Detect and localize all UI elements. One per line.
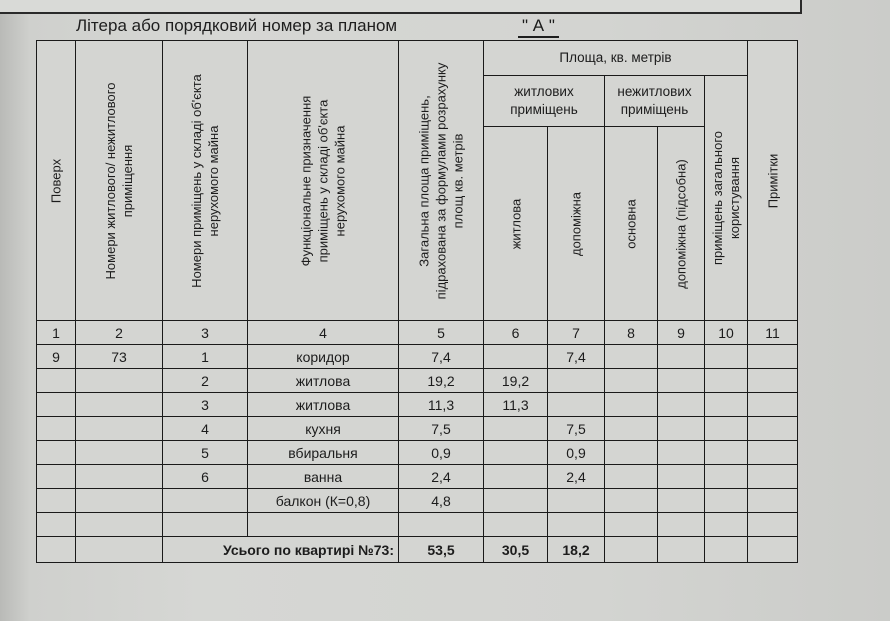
cell-unit: [76, 393, 163, 417]
column-number: 5: [399, 321, 484, 345]
table-row: [37, 417, 798, 441]
cell-function: [248, 513, 399, 537]
total-subaux-sum: [658, 537, 705, 563]
cell-notes: [748, 345, 798, 369]
table-row: [37, 369, 798, 393]
cell-common: [705, 345, 748, 369]
cell-common: [705, 441, 748, 465]
cell-floor: [37, 489, 76, 513]
cell-notes: [748, 513, 798, 537]
table-row: [37, 441, 798, 465]
cell-total: 19,2: [399, 369, 484, 393]
cell-notes: [748, 369, 798, 393]
table-row: [37, 345, 798, 369]
cell-total: 4,8: [399, 489, 484, 513]
total-area-sum: 53,5: [399, 537, 484, 563]
cell-function: балкон (К=0,8): [248, 489, 399, 513]
cell-room: 2: [163, 369, 248, 393]
header-nonresidential-main: основна: [605, 127, 658, 321]
cell-floor: [37, 537, 76, 563]
cell-notes: [748, 417, 798, 441]
column-number: 9: [658, 321, 705, 345]
cell-subaux: [658, 465, 705, 489]
cell-room: 1: [163, 345, 248, 369]
plan-letter-value: " А ": [518, 16, 559, 38]
cell-notes: [748, 465, 798, 489]
cell-floor: 9: [37, 345, 76, 369]
header-floor: Поверх: [37, 41, 76, 321]
cell-subaux: [658, 513, 705, 537]
cell-subaux: [658, 369, 705, 393]
cell-total: 11,3: [399, 393, 484, 417]
column-number: 3: [163, 321, 248, 345]
cell-unit: [76, 441, 163, 465]
plan-letter-caption: Літера або порядковий номер за планом: [76, 16, 398, 35]
cell-function: коридор: [248, 345, 399, 369]
cell-unit: [76, 465, 163, 489]
cell-aux: 2,4: [548, 465, 605, 489]
cell-floor: [37, 441, 76, 465]
cell-room: 6: [163, 465, 248, 489]
cell-notes: [748, 489, 798, 513]
cell-total: 2,4: [399, 465, 484, 489]
cell-floor: [37, 393, 76, 417]
cell-function: кухня: [248, 417, 399, 441]
cell-main: [605, 441, 658, 465]
cell-room: 5: [163, 441, 248, 465]
cell-common: [705, 465, 748, 489]
header-residential-living: житлова: [484, 127, 548, 321]
table-row: [37, 393, 798, 417]
cell-main: [605, 417, 658, 441]
cell-living: [484, 465, 548, 489]
header-nonresidential-group: нежитлових приміщень: [605, 76, 705, 127]
total-living-sum: 30,5: [484, 537, 548, 563]
column-number: 7: [548, 321, 605, 345]
cell-function: житлова: [248, 369, 399, 393]
cell-room: 3: [163, 393, 248, 417]
total-aux-sum: 18,2: [548, 537, 605, 563]
cell-total: 0,9: [399, 441, 484, 465]
cell-living: [484, 441, 548, 465]
cell-function: ванна: [248, 465, 399, 489]
total-main-sum: [605, 537, 658, 563]
cell-living: [484, 513, 548, 537]
cell-living: [484, 489, 548, 513]
header-total-area: Загальна площа приміщень, підрахована за формулами розрахунку площ кв. метрів: [399, 41, 484, 321]
header-common-use: приміщень загального користування: [705, 76, 748, 321]
cell-floor: [37, 513, 76, 537]
cell-aux: 7,4: [548, 345, 605, 369]
cell-main: [605, 345, 658, 369]
cell-room: 4: [163, 417, 248, 441]
cell-floor: [37, 465, 76, 489]
cell-aux: [548, 513, 605, 537]
header-area-group: Площа, кв. метрів: [484, 41, 748, 76]
cell-common: [705, 369, 748, 393]
cell-common: [705, 489, 748, 513]
cell-unit: [76, 513, 163, 537]
cell-unit: [76, 369, 163, 393]
cell-total: 7,4: [399, 345, 484, 369]
previous-section-box: [0, 0, 802, 14]
cell-unit: [76, 489, 163, 513]
cell-room: [163, 513, 248, 537]
cell-living: 11,3: [484, 393, 548, 417]
cell-floor: [37, 417, 76, 441]
table-row: [37, 513, 798, 537]
header-unit-numbers: Номери житлового/ нежитлового приміщення: [76, 41, 163, 321]
cell-common: [705, 393, 748, 417]
cell-main: [605, 393, 658, 417]
cell-unit: 73: [76, 345, 163, 369]
cell-main: [605, 489, 658, 513]
column-number-row: [37, 321, 798, 345]
cell-total: [399, 513, 484, 537]
cell-total: 7,5: [399, 417, 484, 441]
header-nonresidential-auxiliary: допоміжна (підсобна): [658, 127, 705, 321]
cell-main: [605, 369, 658, 393]
cell-unit: [76, 537, 163, 563]
cell-aux: [548, 489, 605, 513]
cell-floor: [37, 369, 76, 393]
cell-common: [705, 513, 748, 537]
cell-living: 19,2: [484, 369, 548, 393]
header-residential-auxiliary: допоміжна: [548, 127, 605, 321]
room-area-table: [36, 40, 798, 563]
cell-function: житлова: [248, 393, 399, 417]
column-number: 11: [748, 321, 798, 345]
total-common-sum: [705, 537, 748, 563]
column-number: 6: [484, 321, 548, 345]
cell-function: вбиральня: [248, 441, 399, 465]
table-row: [37, 465, 798, 489]
column-number: 2: [76, 321, 163, 345]
cell-unit: [76, 417, 163, 441]
cell-subaux: [658, 441, 705, 465]
cell-subaux: [658, 417, 705, 441]
cell-living: [484, 417, 548, 441]
header-residential-group: житлових приміщень: [484, 76, 605, 127]
column-number: 1: [37, 321, 76, 345]
cell-notes: [748, 393, 798, 417]
cell-room: [163, 489, 248, 513]
total-notes: [748, 537, 798, 563]
cell-subaux: [658, 393, 705, 417]
column-number: 4: [248, 321, 399, 345]
table-row: [37, 489, 798, 513]
header-function: Функціональне призначення приміщень у складі об'єкта нерухомого майна: [248, 41, 399, 321]
cell-aux: 7,5: [548, 417, 605, 441]
cell-aux: 0,9: [548, 441, 605, 465]
cell-living: [484, 345, 548, 369]
column-number: 10: [705, 321, 748, 345]
total-label: Усього по квартирі №73:: [163, 537, 399, 563]
cell-common: [705, 417, 748, 441]
cell-main: [605, 465, 658, 489]
cell-aux: [548, 393, 605, 417]
cell-subaux: [658, 489, 705, 513]
total-row: [37, 537, 798, 563]
cell-main: [605, 513, 658, 537]
cell-aux: [548, 369, 605, 393]
cell-notes: [748, 441, 798, 465]
header-room-numbers: Номери приміщень у складі об'єкта нерухомого майна: [163, 41, 248, 321]
column-number: 8: [605, 321, 658, 345]
cell-subaux: [658, 345, 705, 369]
header-notes: Примітки: [748, 41, 798, 321]
